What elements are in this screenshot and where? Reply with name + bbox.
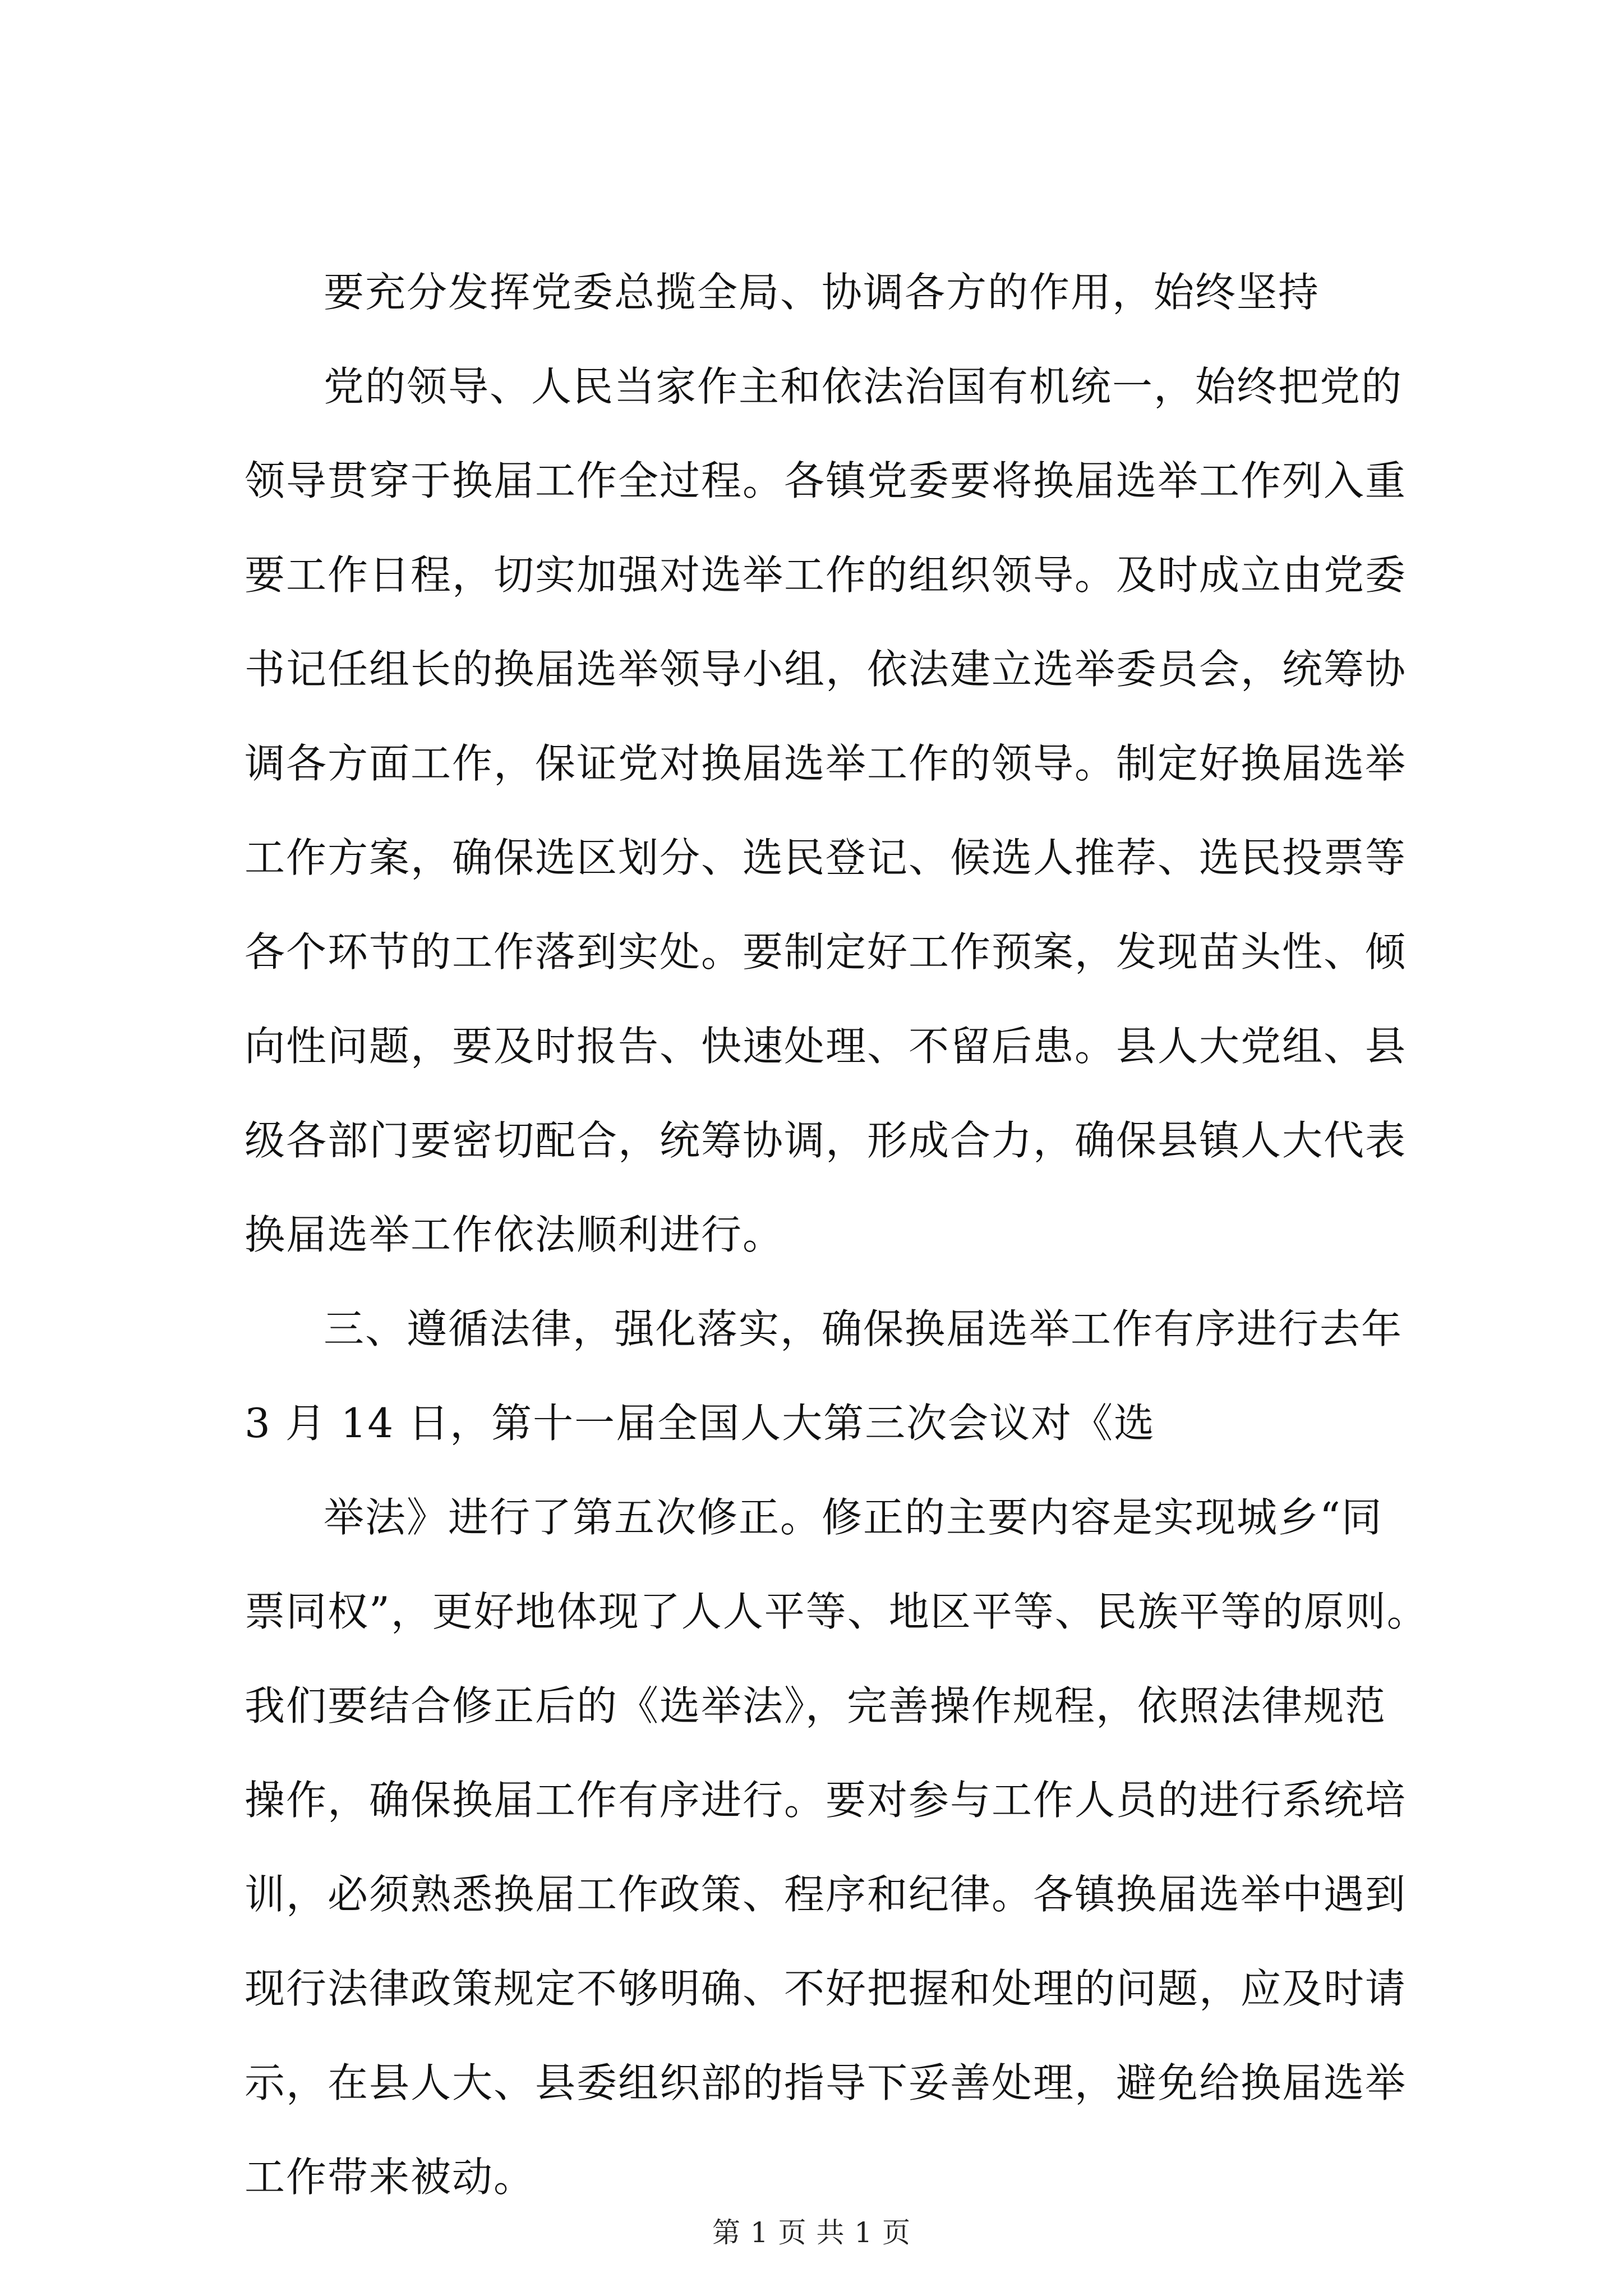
text-line-3: 领导贯穿于换届工作全过程。各镇党委要将换届选举工作列入重 xyxy=(245,457,1407,504)
text-line-14: 举法》进行了第五次修正。修正的主要内容是实现城乡“同 xyxy=(324,1494,1383,1541)
text-line-13: 3 月 14 日，第十一届全国人大第三次会议对《选 xyxy=(245,1400,1156,1447)
text-line-5: 书记任组长的换届选举领导小组，依法建立选举委员会，统筹协 xyxy=(245,646,1407,693)
text-line-17: 操作，确保换届工作有序进行。要对参与工作人员的进行系统培 xyxy=(245,1777,1407,1824)
text-line-21: 工作带来被动。 xyxy=(245,2154,536,2201)
text-line-8: 各个环节的工作落到实处。要制定好工作预案，发现苗头性、倾 xyxy=(245,928,1407,976)
text-line-2: 党的领导、人民当家作主和依法治国有机统一，始终把党的 xyxy=(324,363,1403,410)
text-line-12: 三、遵循法律，强化落实，确保换届选举工作有序进行去年 xyxy=(324,1305,1403,1352)
text-line-11: 换届选举工作依法顺利进行。 xyxy=(245,1211,785,1258)
text-line-9: 向性问题，要及时报告、快速处理、不留后患。县人大党组、县 xyxy=(245,1023,1407,1070)
text-line-19: 现行法律政策规定不够明确、不好把握和处理的问题，应及时请 xyxy=(245,1965,1407,2012)
text-line-18: 训，必须熟悉换届工作政策、程序和纪律。各镇换届选举中遇到 xyxy=(245,1871,1407,1918)
text-line-6: 调各方面工作，保证党对换届选举工作的领导。制定好换届选举 xyxy=(245,740,1407,787)
text-line-16: 我们要结合修正后的《选举法》，完善操作规程，依照法律规范 xyxy=(245,1682,1387,1729)
text-line-10: 级各部门要密切配合，统筹协调，形成合力，确保县镇人大代表 xyxy=(245,1117,1407,1164)
text-line-20: 示，在县人大、县委组织部的指导下妥善处理，避免给换届选举 xyxy=(245,2059,1407,2106)
text-line-4: 要工作日程，切实加强对选举工作的组织领导。及时成立由党委 xyxy=(245,551,1407,599)
text-line-7: 工作方案，确保选区划分、选民登记、候选人推荐、选民投票等 xyxy=(245,834,1407,881)
page-footer: 第 1 页 共 1 页 xyxy=(712,2216,911,2249)
text-line-15: 票同权”，更好地体现了人人平等、地区平等、民族平等的原则。 xyxy=(245,1588,1428,1635)
text-line-1: 要充分发挥党委总揽全局、协调各方的作用，始终坚持 xyxy=(324,269,1320,316)
